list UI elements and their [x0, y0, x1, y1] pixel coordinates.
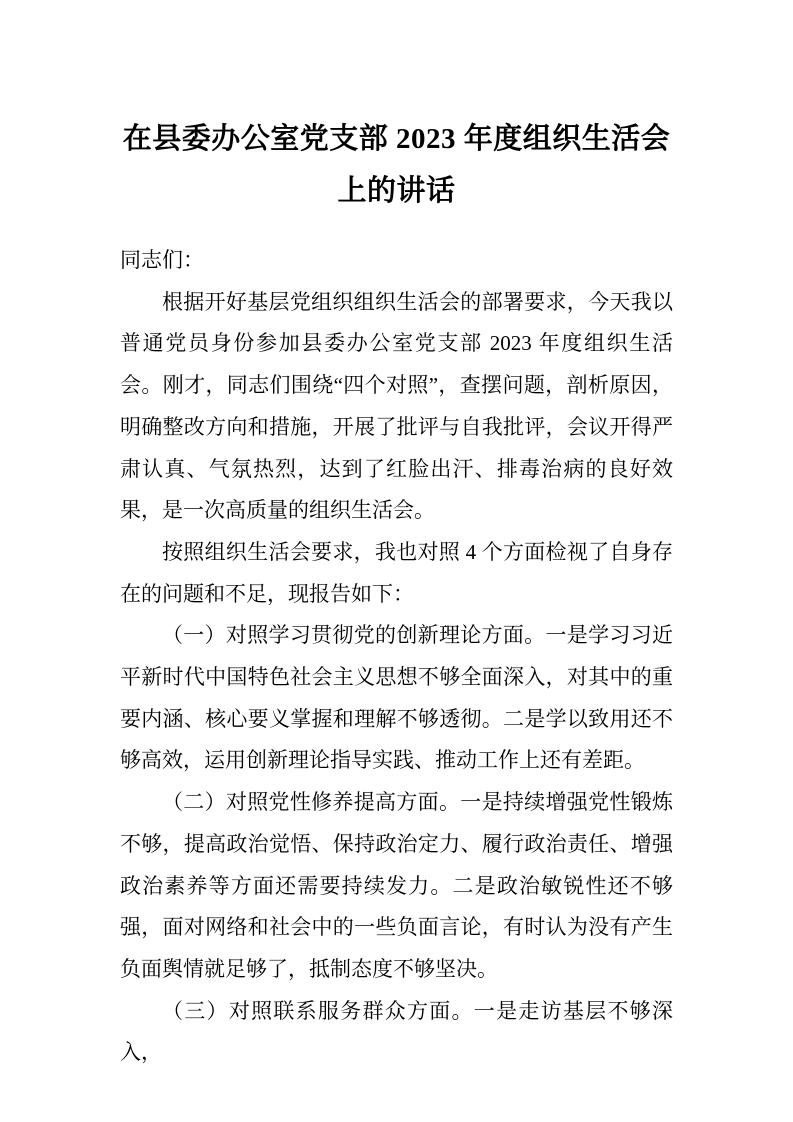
paragraph: （二）对照党性修养提高方面。一是持续增强党性锻炼不够，提高政治觉悟、保持政治定力、履行政治责任、增强政治素养等方面还需要持续发力。二是政治敏锐性还不够强，面对网络和社会中的一些负面言论，有时认为没有产生负面舆情就足够了，抵制态度不够坚决。 — [120, 790, 673, 981]
document-title-line-1: 在县委办公室党支部 2023 年度组织生活会 — [122, 123, 671, 155]
paragraph: （三）对照联系服务群众方面。一是走访基层不够深入， — [120, 998, 673, 1065]
document-body — [120, 240, 673, 1074]
paragraph: 根据开好基层党组织组织生活会的部署要求，今天我以普通党员身份参加县委办公室党支部 2023 年度组织生活会。刚才，同志们围绕“四个对照”，查摆问题，剖析原因，明确整改方向和措施，开展了批评与自我批评，会议开得严肃认真、气氛热烈，达到了红脸出汗、排毒治病的良好效果，是一次高质量的组织生活会。 — [120, 289, 673, 523]
document-title-line-2: 上的讲话 — [337, 175, 456, 207]
paragraph: （一）对照学习贯彻党的创新理论方面。一是学习习近平新时代中国特色社会主义思想不够全面深入，对其中的重要内涵、核心要义掌握和理解不够透彻。二是学以致用还不够高效，运用创新理论指导实践、推动工作上还有差距。 — [120, 623, 673, 773]
paragraph: 同志们： — [120, 248, 204, 272]
document-title — [120, 113, 673, 217]
paragraph: 按照组织生活会要求，我也对照 4 个方面检视了自身存在的问题和不足，现报告如下： — [120, 539, 673, 606]
